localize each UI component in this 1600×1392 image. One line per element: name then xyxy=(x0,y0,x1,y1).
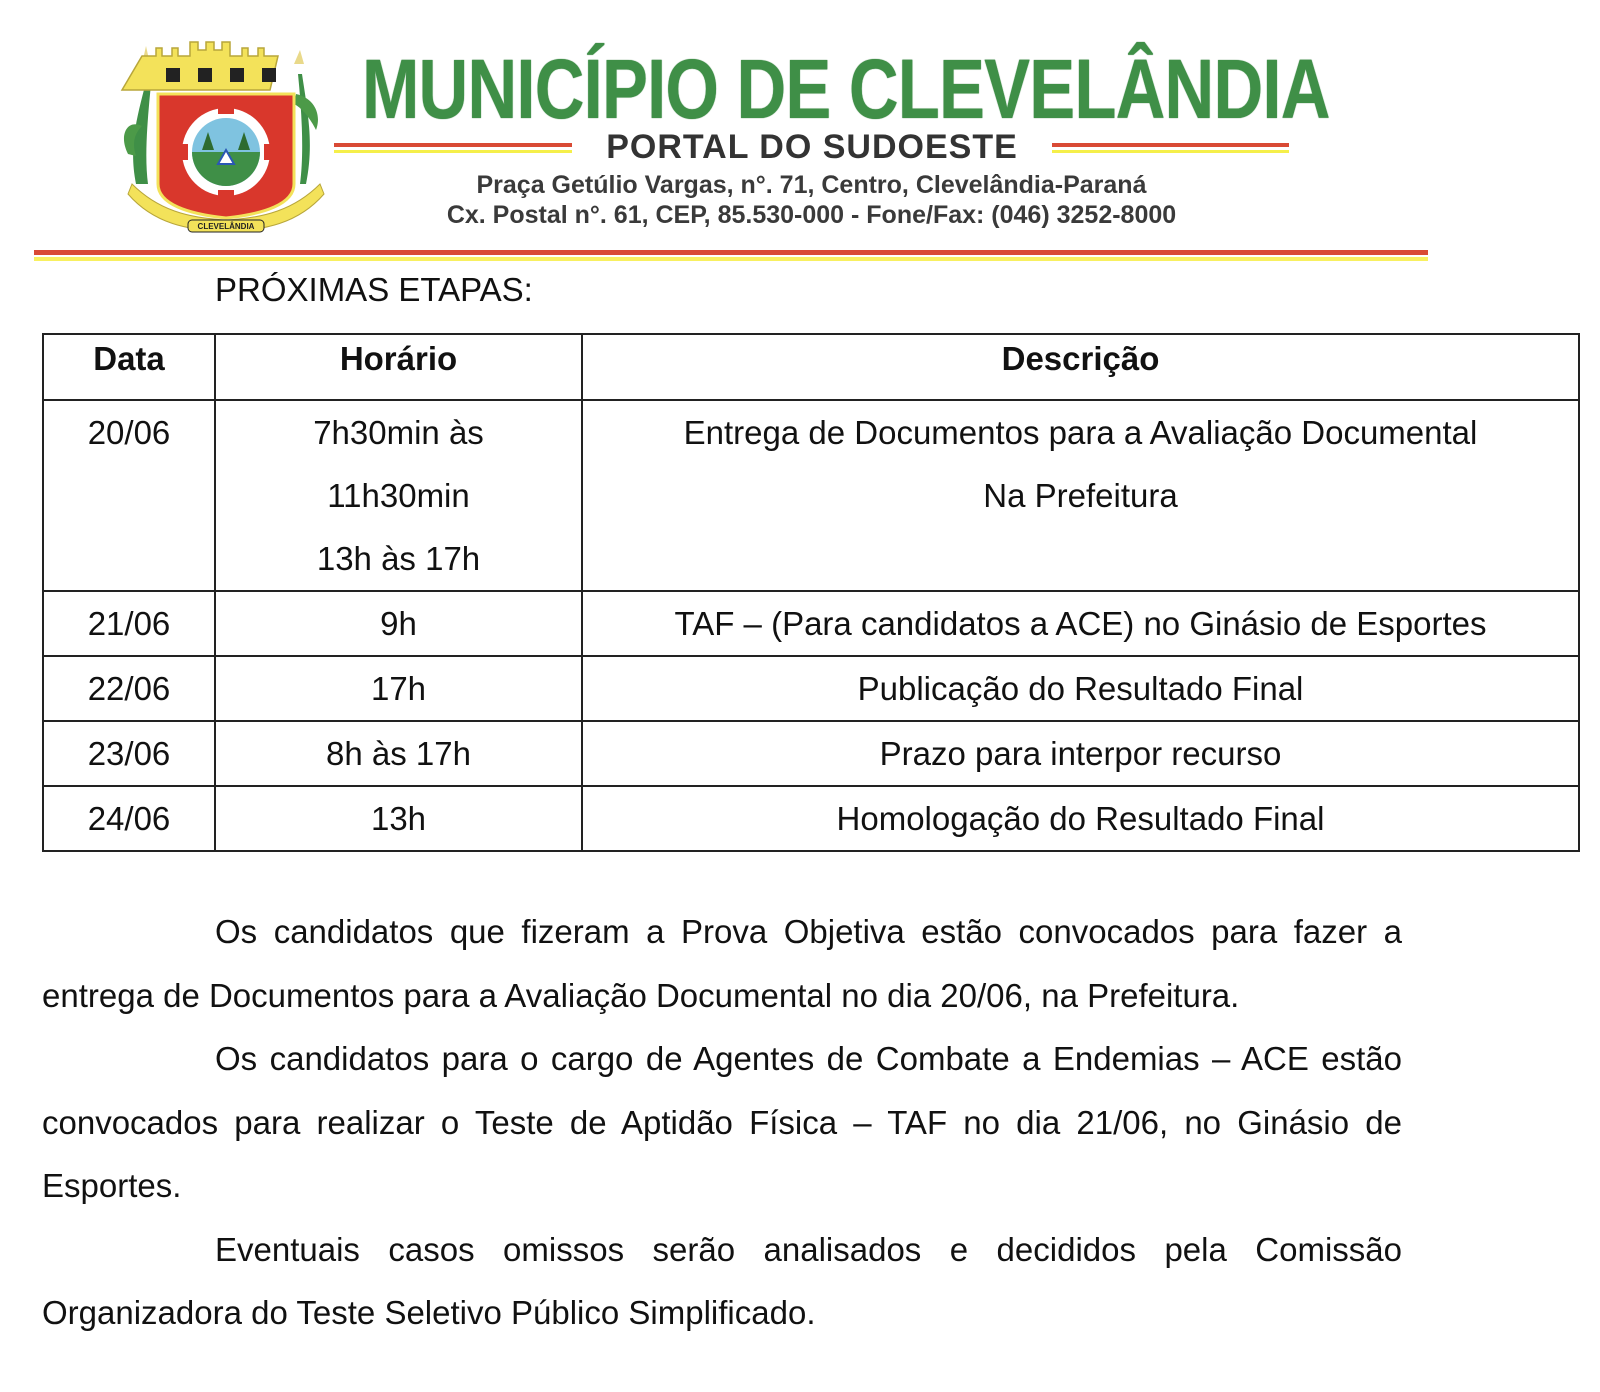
paragraph-omitted-cases: Eventuais casos omissos serão analisados e decididos pela Comissão Organizadora do Teste Seletivo Público Simplificado. xyxy=(42,1230,1402,1331)
address-line: Praça Getúlio Vargas, n°. 71, Centro, Clevelândia-Paraná xyxy=(476,171,1147,199)
table-row xyxy=(43,786,1579,851)
header-divider-yellow xyxy=(34,257,1428,261)
cell-date: 21/06 xyxy=(43,591,215,656)
section-title: PRÓXIMAS ETAPAS: xyxy=(215,271,533,308)
table-header-row xyxy=(43,334,1579,400)
time-line: 7h30min às xyxy=(313,414,484,451)
column-header-time: Horário xyxy=(215,334,582,400)
cell-description: Prazo para interpor recurso xyxy=(582,721,1579,786)
column-header-description: Descrição xyxy=(582,334,1579,400)
cell-description: TAF – (Para candidatos a ACE) no Ginásio de Esportes xyxy=(582,591,1579,656)
cell-time: 8h às 17h xyxy=(215,721,582,786)
cell-date: 24/06 xyxy=(43,786,215,851)
coat-of-arms-icon xyxy=(118,34,334,234)
municipal-coat-of-arms xyxy=(118,34,334,234)
cell-time: 13h xyxy=(215,786,582,851)
description-line: Na Prefeitura xyxy=(983,477,1178,514)
svg-text:CLEVELÂNDIA: CLEVELÂNDIA xyxy=(197,222,255,231)
decorative-stripe-right xyxy=(1052,143,1289,153)
notice-body xyxy=(42,900,1402,1345)
paragraph-document-delivery: Os candidatos que fizeram a Prova Objetiva estão convocados para fazer a entrega de Documentos para a Avaliação Documental no dia 20/06, na Prefeitura. xyxy=(42,913,1402,1014)
table-row xyxy=(43,721,1579,786)
schedule-table xyxy=(42,333,1580,852)
contact-line: Cx. Postal n°. 61, CEP, 85.530-000 - Fone/Fax: (046) 3252-8000 xyxy=(446,201,1177,229)
cell-date: 23/06 xyxy=(43,721,215,786)
subtitle: PORTAL DO SUDOESTE xyxy=(606,128,1018,166)
cell-description: Publicação do Resultado Final xyxy=(582,656,1579,721)
cell-date: 20/06 xyxy=(43,400,215,591)
cell-date: 22/06 xyxy=(43,656,215,721)
table-row xyxy=(43,400,1579,591)
table-row xyxy=(43,656,1579,721)
time-line: 11h30min xyxy=(327,477,470,514)
cell-time xyxy=(215,400,582,591)
cell-description: Homologação do Resultado Final xyxy=(582,786,1579,851)
cell-description xyxy=(582,400,1579,591)
municipality-title: MUNICÍPIO DE CLEVELÂNDIA xyxy=(362,42,1330,136)
table-row xyxy=(43,591,1579,656)
cell-time: 9h xyxy=(215,591,582,656)
cell-time: 17h xyxy=(215,656,582,721)
decorative-stripe-left xyxy=(334,143,572,153)
column-header-date: Data xyxy=(43,334,215,400)
subtitle-row xyxy=(334,128,1289,166)
paragraph-taf-convocation: Os candidatos para o cargo de Agentes de Combate a Endemias – ACE estão convocados para realizar o Teste de Aptidão Física – TAF no dia 21/06, no Ginásio de Esportes. xyxy=(42,1040,1402,1204)
time-line: 13h às 17h xyxy=(316,540,481,577)
description-line: Entrega de Documentos para a Avaliação Documental xyxy=(683,414,1478,451)
header-divider-red xyxy=(34,250,1428,255)
